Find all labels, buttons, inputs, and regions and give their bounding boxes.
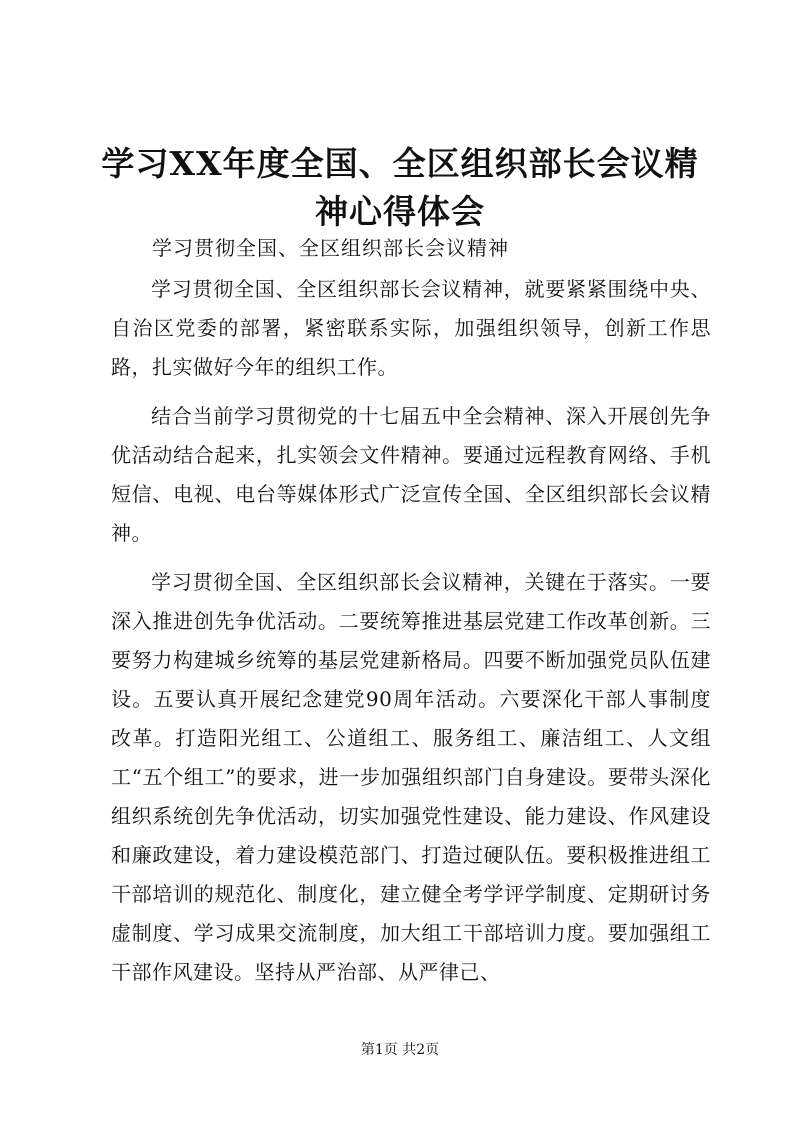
page-number-footer: 第1页 共2页 bbox=[360, 1042, 440, 1058]
document-subtitle: 学习贯彻全国、全区组织部长会议精神 bbox=[152, 236, 509, 260]
paragraph: 结合当前学习贯彻党的十七届五中全会精神、深入开展创先争优活动结合起来，扎实领会文件精神。要通过远程教育网络、手机短信、电视、电台等媒体形式广泛宣传全国、全区组织部长会议精神。 bbox=[111, 404, 711, 545]
paragraph: 学习贯彻全国、全区组织部长会议精神，关键在于落实。一要深入推进创先争优活动。二要统筹推进基层党建工作改革创新。三要努力构建城乡统筹的基层党建新格局。四要不断加强党员队伍建设。五要认真开展纪念建党90周年活动。六要深化干部人事制度改革。打造阳光组工、公道组工、服务组工、廉洁组工、人文组工“五个组工”的要求，进一步加强组织部门自身建设。要带头深化组织系统创先争优活动，切实加强党性建设、能力建设、作风建设和廉政建设，着力建设模范部门、打造过硬队伍。要积极推进组工干部培训的规范化、制度化，建立健全考学评学制度、定期研讨务虚制度、学习成果交流制度，加大组工干部培训力度。要加强组工干部作风建设。坚持从严治部、从严律己、 bbox=[111, 570, 711, 984]
document-title: 学习XX年度全国、全区组织部长会议精神心得体会 bbox=[101, 144, 699, 231]
document-body bbox=[111, 270, 711, 1002]
paragraph: 学习贯彻全国、全区组织部长会议精神，就要紧紧围绕中央、自治区党委的部署，紧密联系实际，加强组织领导，创新工作思路，扎实做好今年的组织工作。 bbox=[111, 277, 711, 379]
